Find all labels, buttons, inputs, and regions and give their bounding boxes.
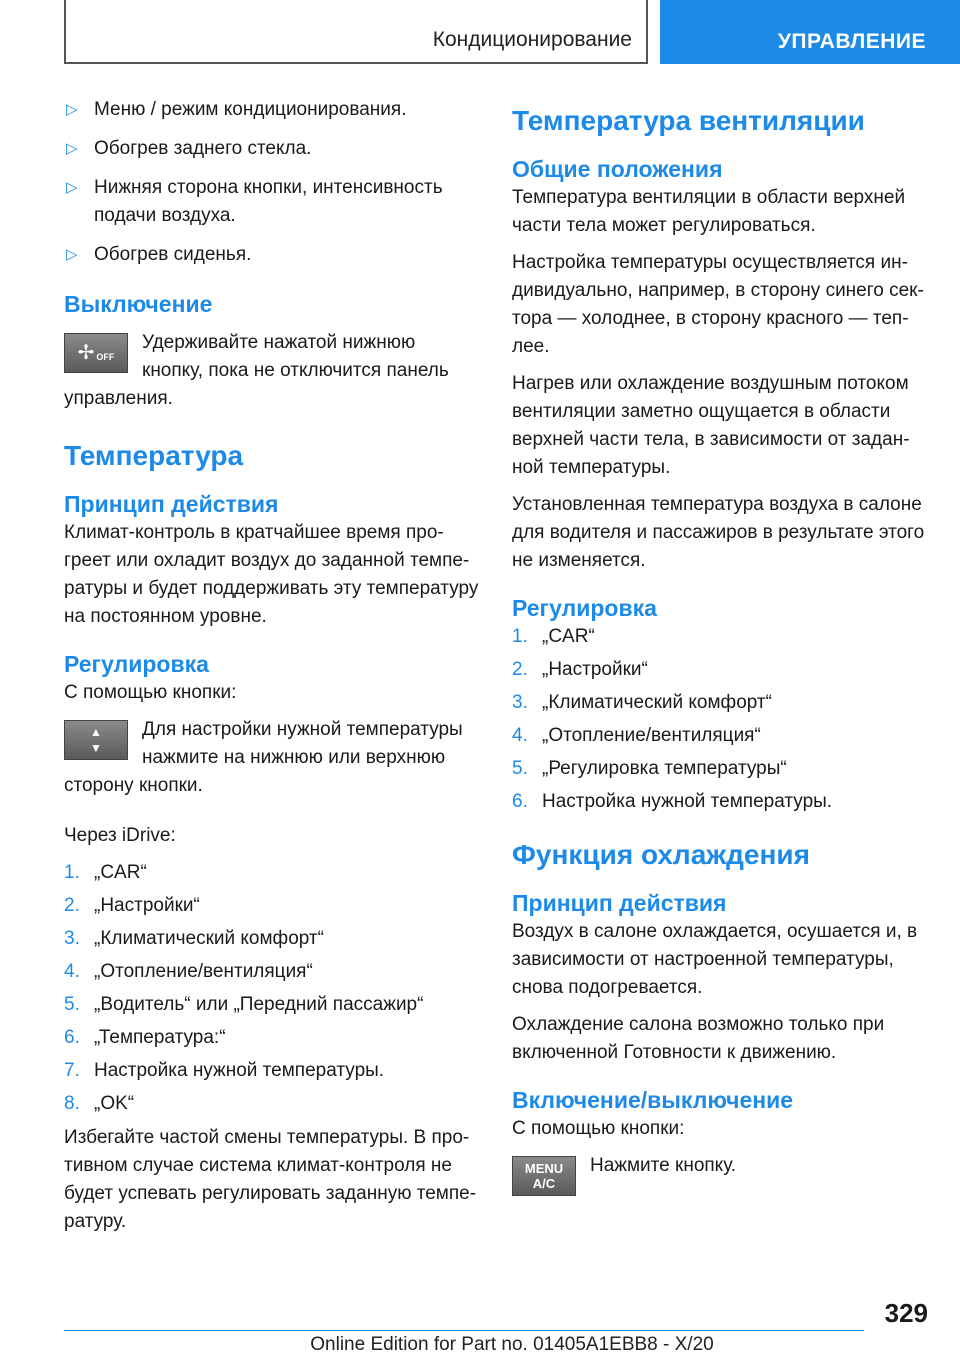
- list-item: 2. „Настройки“: [64, 895, 200, 916]
- list-item: 4. „Отопление/вентиляция“: [64, 961, 313, 982]
- general-heading: Общие положения: [512, 156, 723, 182]
- principle-text: Климат-контроль в кратчайшее время про-греет или охладит воздух до заданной темпе-ратуры и будет поддерживать эту температуру на постоянном уровне.: [64, 522, 479, 627]
- ac-label: A/C: [532, 1176, 556, 1191]
- note-text: Избегайте частой смены температуры. В про-тивном случае система климат-контроля не будет успевать регулировать заданную темпе-ратуру.: [64, 1127, 477, 1232]
- footer-edition: Online Edition for Part no. 01405A1EBB8 - X/20: [310, 1334, 714, 1355]
- list-item: ▷ Меню / режим кондиционирования.: [64, 96, 480, 124]
- paragraph: Воздух в салоне охлаждается, осушается и, в зависимости от настроенной температуры, снова подогревается.: [512, 921, 918, 998]
- menu-ac-button-image: [512, 1156, 576, 1196]
- chapter-title: УПРАВЛЕНИЕ: [777, 30, 926, 53]
- by-button-text: С помощью кнопки:: [512, 1118, 685, 1139]
- list-item: 6. Настройка нужной температуры.: [512, 791, 833, 812]
- list-item: 3. „Климатический комфорт“: [64, 928, 324, 949]
- menu-ac-text: Нажмите кнопку.: [590, 1155, 737, 1176]
- arrow-down-icon: ▼: [90, 741, 102, 755]
- page-number: 329: [884, 1298, 928, 1328]
- bullet-list: [64, 96, 480, 269]
- triangle-bullet-icon: ▷: [66, 246, 78, 263]
- paragraph: Установленная температура воздуха в салоне для водителя и пассажиров в результате этого не изменяется.: [512, 494, 925, 571]
- cooling-heading: Функция охлаждения: [512, 839, 810, 870]
- list-item: 5. „Регулировка температуры“: [512, 758, 787, 779]
- list-item: 7. Настройка нужной температуры.: [64, 1060, 385, 1081]
- switch-off-text: Удерживайте нажатой нижнюю кнопку, пока не отключится панель управления.: [64, 332, 449, 409]
- vent-temperature-heading: Температура вентиляции: [512, 105, 865, 136]
- list-item: 3. „Климатический комфорт“: [512, 692, 772, 713]
- triangle-bullet-icon: ▷: [66, 101, 78, 118]
- fan-icon: ✢: [77, 342, 95, 364]
- switch-off-heading: Выключение: [64, 291, 213, 317]
- list-item: ▷ Обогрев заднего стекла.: [64, 135, 480, 163]
- list-item: 1. „CAR“: [512, 626, 595, 647]
- list-item: ▷ Обогрев сиденья.: [64, 241, 480, 269]
- paragraph: Настройка температуры осуществляется ин-дивидуально, например, в сторону синего сек-тора — холоднее, в сторону красного — теп-лее.: [512, 252, 924, 357]
- regulation-heading: Регулировка: [64, 651, 209, 677]
- list-item: ▷ Нижняя сторона кнопки, интенсивность подачи воздуха.: [64, 174, 480, 230]
- vent-steps-list: [512, 623, 932, 816]
- temp-button-block: [64, 716, 480, 800]
- vent-regulation-heading: Регулировка: [512, 595, 657, 621]
- principle-heading: Принцип действия: [64, 491, 279, 517]
- right-column: [512, 104, 932, 1210]
- footer-divider: [64, 1330, 864, 1331]
- list-item: 6. „Температура:“: [64, 1027, 226, 1048]
- temperature-button-image: [64, 720, 128, 760]
- section-title: Кондиционирование: [432, 28, 632, 51]
- list-item: 1. „CAR“: [64, 862, 147, 883]
- paragraph: Охлаждение салона возможно только при включенной Готовности к движению.: [512, 1014, 885, 1063]
- via-idrive-text: Через iDrive:: [64, 825, 176, 846]
- temperature-heading: Температура: [64, 440, 244, 471]
- switch-off-block: [64, 329, 480, 413]
- menu-label: MENU: [524, 1161, 564, 1176]
- onoff-heading: Включение/выключение: [512, 1087, 794, 1113]
- idrive-steps-list: [64, 859, 480, 1118]
- triangle-bullet-icon: ▷: [66, 179, 78, 196]
- off-label: OFF: [96, 352, 115, 362]
- left-column: [64, 96, 480, 1245]
- list-item: 4. „Отопление/вентиляция“: [512, 725, 761, 746]
- paragraph: Температура вентиляции в области верхней части тела может регулироваться.: [512, 187, 906, 236]
- by-button-text: С помощью кнопки:: [64, 682, 237, 703]
- header-chapter-tab[interactable]: [660, 0, 960, 64]
- triangle-bullet-icon: ▷: [66, 140, 78, 157]
- list-item: 5. „Водитель“ или „Передний пассажир“: [64, 994, 424, 1015]
- list-item: 2. „Настройки“: [512, 659, 648, 680]
- list-item: 8. „OK“: [64, 1093, 135, 1114]
- cooling-principle-heading: Принцип действия: [512, 890, 727, 916]
- fan-off-button-image: [64, 333, 128, 373]
- temp-button-text: Для настройки нужной температуры нажмите на нижнюю или верхнюю сторону кнопки.: [64, 719, 463, 796]
- menu-ac-block: [512, 1152, 932, 1200]
- paragraph: Нагрев или охлаждение воздушным потоком вентиляции заметно ощущается в области верхней части тела, в зависимости от задан-ной температуры.: [512, 373, 910, 478]
- header-section-title: [64, 0, 648, 64]
- arrow-up-icon: ▲: [90, 725, 102, 739]
